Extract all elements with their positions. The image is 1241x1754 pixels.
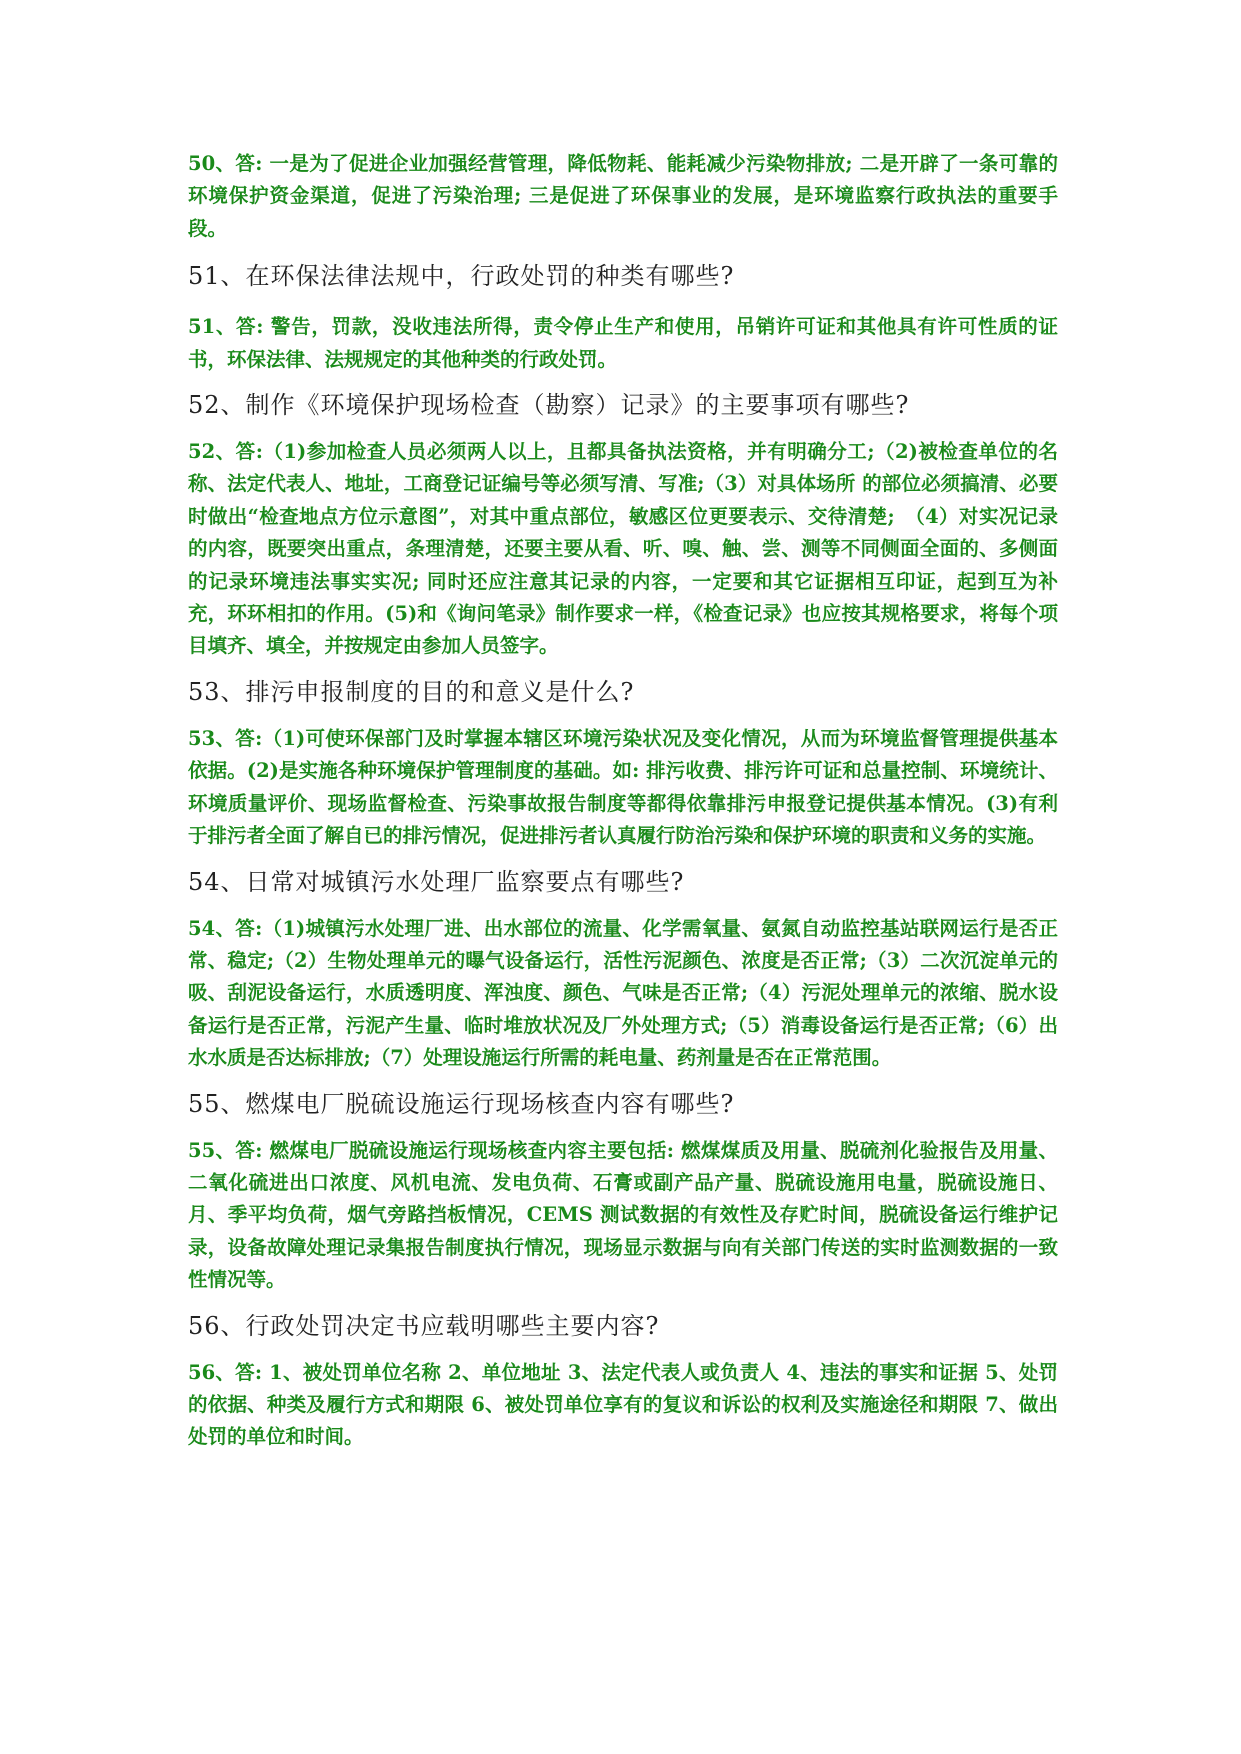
question-54: 54、日常对城镇污水处理厂监察要点有哪些?	[188, 867, 685, 896]
answer-52: 52、答:（1)参加检查人员必须两人以上，且都具备执法资格，并有明确分工;（2)被检查单位的名称、法定代表人、地址，工商登记证编号等必须写清、写准;（3）对具体场所 的部位必须搞清、必要时做出“检查地点方位示意图”，对其中重点部位，敏感区位更要表示、交待清楚; （4）对实况记录的内容，既要突出重点，条理清楚，还要主要从看、听、嗅、触、尝、测等不同侧面全面的、多侧面的记录环境违法事实实况; 同时还应注意其记录的内容，一定要和其它证据相互印证，起到互为补充，环环相扣的作用。(5)和《询问笔录》制作要求一样，《检查记录》也应按其规格要求，将每个项目填齐、填全，并按规定由参加人员签字。	[188, 440, 1058, 658]
answer-50: 50、答: 一是为了促进企业加强经营管理，降低物耗、能耗减少污染物排放; 二是开辟了一条可靠的环境保护资金渠道，促进了污染治理; 三是促进了环保事业的发展，是环境监察行政执法的重要手段。	[188, 152, 1058, 240]
question-55: 55、燃煤电厂脱硫设施运行现场核查内容有哪些?	[188, 1089, 735, 1118]
document-page	[188, 148, 1058, 1454]
answer-54: 54、答:（1)城镇污水处理厂进、出水部位的流量、化学需氧量、氨氮自动监控基站联网运行是否正常、稳定;（2）生物处理单元的曝气设备运行，活性污泥颜色、浓度是否正常;（3）二次沉淀单元的吸、刮泥设备运行，水质透明度、浑浊度、颜色、气味是否正常;（4）污泥处理单元的浓缩、脱水设备运行是否正常，污泥产生量、临时堆放状况及厂外处理方式;（5）消毒设备运行是否正常;（6）出水水质是否达标排放;（7）处理设施运行所需的耗电量、药剂量是否在正常范围。	[188, 916, 1058, 1070]
answer-56: 56、答: 1、被处罚单位名称 2、单位地址 3、法定代表人或负责人 4、违法的事实和证据 5、处罚的依据、种类及履行方式和期限 6、被处罚单位享有的复议和诉讼的权利及实施途径和期限 7、做出处罚的单位和时间。	[188, 1360, 1058, 1449]
question-52: 52、制作《环境保护现场检查（勘察）记录》的主要事项有哪些?	[188, 391, 910, 420]
question-51: 51、在环保法律法规中，行政处罚的种类有哪些?	[188, 262, 735, 291]
question-53: 53、排污申报制度的目的和意义是什么?	[188, 677, 635, 706]
answer-55: 55、答: 燃煤电厂脱硫设施运行现场核查内容主要包括: 燃煤煤质及用量、脱硫剂化验报告及用量、二氧化硫进出口浓度、风机电流、发电负荷、石膏或副产品产量、脱硫设施用电量，脱硫设施日、月、季平均负荷，烟气旁路挡板情况，CEMS 测试数据的有效性及存贮时间，脱硫设备运行维护记录，设备故障处理记录集报告制度执行情况，现场显示数据与向有关部门传送的实时监测数据的一致性情况等。	[188, 1138, 1058, 1292]
answer-53: 53、答:（1)可使环保部门及时掌握本辖区环境污染状况及变化情况，从而为环境监督管理提供基本依据。(2)是实施各种环境保护管理制度的基础。如: 排污收费、排污许可证和总量控制、环境统计、环境质量评价、现场监督检查、污染事故报告制度等都得依靠排污申报登记提供基本情况。(3)有利于排污者全面了解自已的排污情况，促进排污者认真履行防治污染和保护环境的职责和义务的实施。	[188, 726, 1058, 848]
answer-51: 51、答: 警告，罚款，没收违法所得，责令停止生产和使用，吊销许可证和其他具有许可性质的证书，环保法律、法规规定的其他种类的行政处罚。	[188, 315, 1058, 371]
question-56: 56、行政处罚决定书应载明哪些主要内容?	[188, 1311, 660, 1340]
